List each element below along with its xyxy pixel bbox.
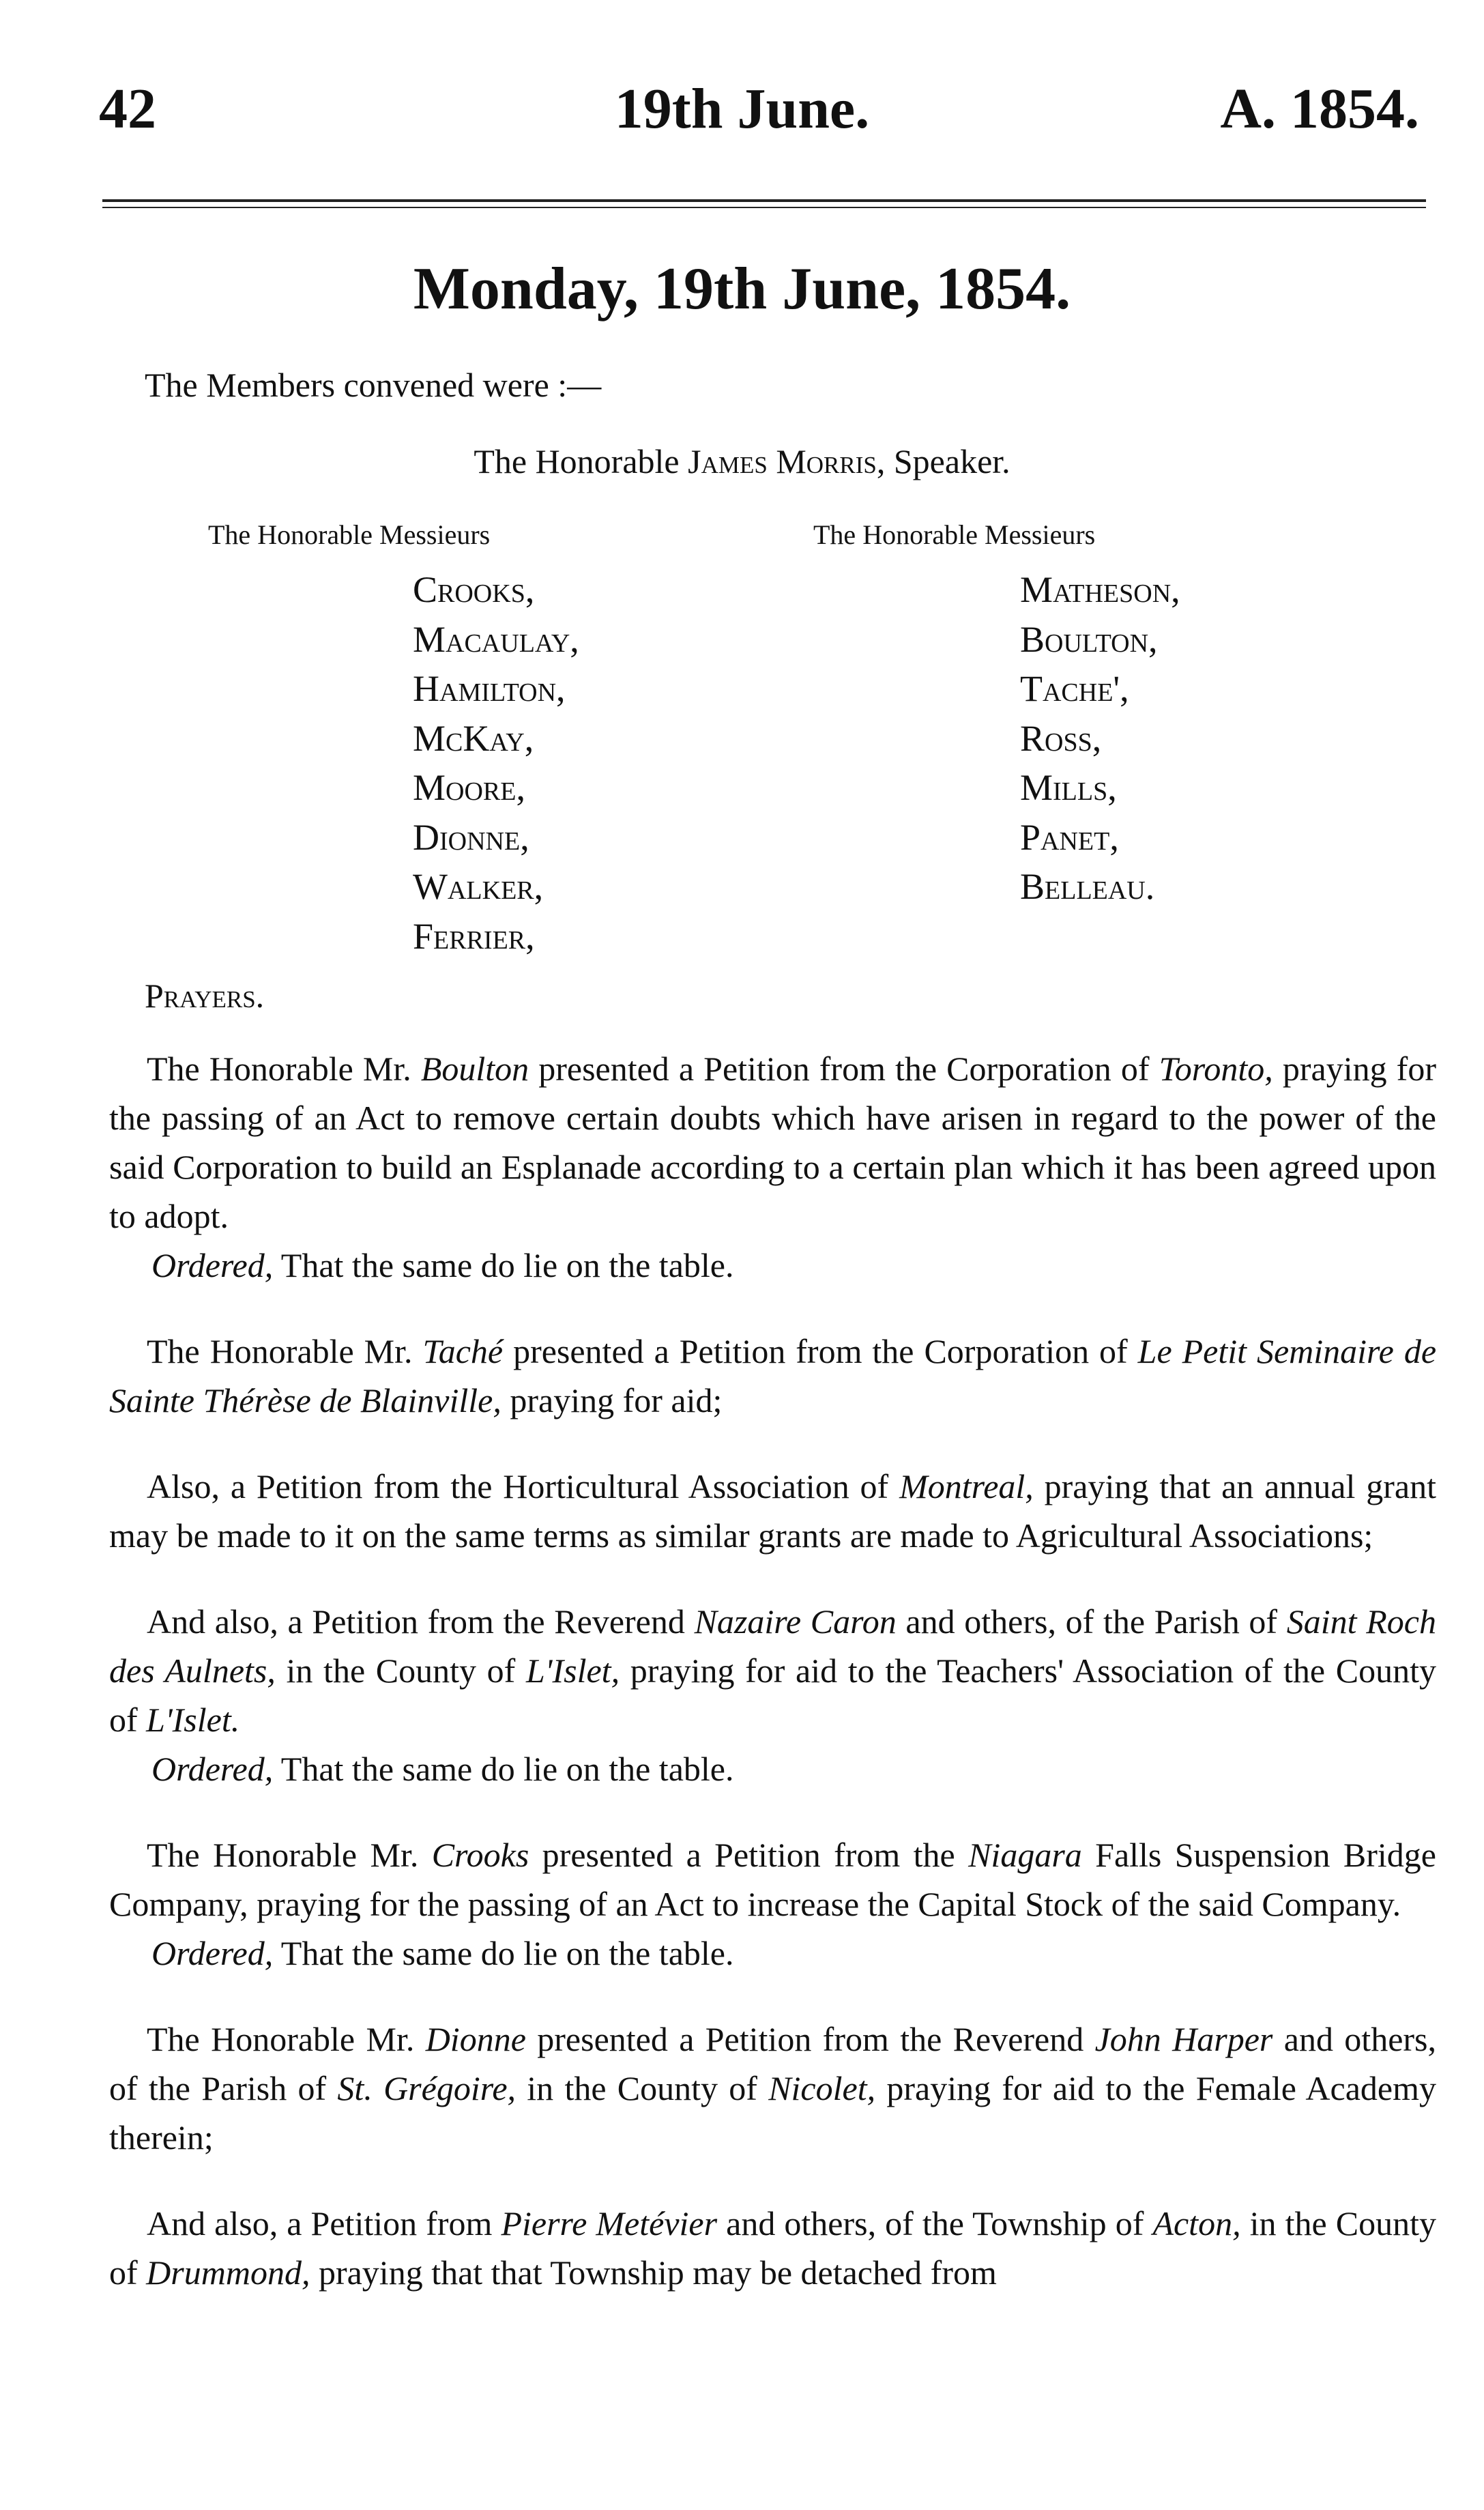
paragraph-horticultural-petition: [109, 1462, 1436, 1560]
text-run: and others, of the Township of: [717, 2204, 1153, 2242]
text-run: praying for aid;: [501, 1381, 723, 1419]
text-run: praying for the passing of an Act to remove certain doubts which have arisen in regard to the power of the said Corporation to build an Esplanade according to a certain plan which it has been agreed upon to adopt.: [109, 1050, 1436, 1235]
paragraph-dionne-petition: [109, 2015, 1436, 2162]
text-run: praying that that Township may be detached from: [310, 2253, 997, 2292]
text-run: praying that an annual grant may be made to it on the same terms as similar grants are made to Agricultural Associations;: [109, 1467, 1436, 1555]
text-run: and others, of the Parish of: [896, 1602, 1287, 1641]
text-run: And also, a Petition from: [147, 2204, 501, 2242]
speaker-name: James Morris,: [688, 442, 886, 480]
place-name-italic: L'Islet.: [146, 1701, 240, 1739]
text-run: The Honorable Mr.: [147, 2020, 426, 2058]
person-name-italic: John Harper: [1094, 2020, 1273, 2058]
place-name-italic: Acton,: [1152, 2204, 1241, 2242]
running-date: 19th June.: [614, 77, 870, 141]
member-name-italic: Dionne: [425, 2020, 526, 2058]
place-name-italic: Montreal,: [899, 1467, 1034, 1505]
paragraph-caron-petition: [109, 1597, 1436, 1744]
ordered-line: [109, 1241, 1436, 1290]
place-name-italic: St. Grégoire,: [337, 2069, 517, 2107]
right-members-list: [1020, 565, 1180, 912]
header-rule-thin: [102, 207, 1426, 208]
member-name-italic: Boulton: [420, 1050, 529, 1088]
proceedings-body: [109, 1044, 1436, 2297]
text-run: Also, a Petition from the Horticultural Association of: [147, 1467, 900, 1505]
member-name: Crooks,: [413, 569, 535, 610]
text-run: praying for aid to the Female Academy therein;: [109, 2069, 1436, 2156]
text-run: in the County of: [109, 2204, 1437, 2292]
member-name: Macaulay,: [413, 618, 579, 660]
paragraph-crooks-petition: [109, 1830, 1436, 1929]
member-name: Walker,: [413, 866, 544, 907]
member-name: Boulton,: [1020, 618, 1158, 660]
text-run: presented a Petition from the: [529, 1836, 969, 1874]
member-name-italic: Crooks: [431, 1836, 529, 1874]
paragraph-metevier-petition: [109, 2199, 1436, 2297]
members-convened-line: The Members convened were :—: [145, 366, 602, 404]
speaker-line: [0, 437, 1484, 486]
text-run: in the County of: [516, 2069, 769, 2107]
place-name-italic: L'Islet,: [525, 1651, 620, 1690]
speaker-prefix: The Honorable: [474, 442, 680, 480]
member-name: Dionne,: [413, 816, 529, 858]
text-run: praying for aid to the Teachers' Association of the County of: [109, 1651, 1436, 1739]
place-name-italic: Nicolet,: [768, 2069, 876, 2107]
person-name-italic: Pierre Metévier: [501, 2204, 718, 2242]
text-run: The Honorable Mr.: [147, 1050, 421, 1088]
text-run: The Honorable Mr.: [147, 1332, 423, 1370]
text-run: presented a Petition from the Reverend: [525, 2020, 1095, 2058]
place-name-italic: Toronto,: [1159, 1050, 1273, 1088]
member-name: Tache',: [1020, 668, 1129, 709]
member-name-italic: Taché: [422, 1332, 504, 1370]
ordered-label: Ordered,: [151, 1246, 274, 1284]
text-run: and others, of the Parish of: [109, 2020, 1436, 2107]
text-run: That the same do lie on the table.: [273, 1934, 734, 1972]
place-name-italic: Le Petit Seminaire de Sainte Thérèse de Blainville,: [109, 1332, 1437, 1419]
page-number: 42: [99, 77, 156, 141]
paragraph-tache-petition: [109, 1327, 1436, 1425]
prayers-heading: Prayers.: [145, 977, 265, 1015]
member-name: Panet,: [1020, 816, 1119, 858]
member-name: Ferrier,: [413, 915, 535, 957]
right-column-heading: The Honorable Messieurs: [813, 519, 1096, 550]
ordered-label: Ordered,: [151, 1934, 274, 1972]
session-title: Monday, 19th June, 1854.: [413, 256, 1071, 322]
running-year: A. 1854.: [1220, 77, 1419, 141]
text-run: And also, a Petition from the Reverend: [147, 1602, 695, 1641]
text-run: presented a Petition from the Corporation of: [503, 1332, 1138, 1370]
ordered-line: [109, 1929, 1436, 1978]
member-name: Ross,: [1020, 717, 1102, 759]
ordered-label: Ordered,: [151, 1750, 274, 1788]
place-name-italic: Drummond,: [146, 2253, 310, 2292]
member-name: Mills,: [1020, 767, 1117, 808]
text-run: That the same do lie on the table.: [273, 1246, 734, 1284]
ordered-line: [109, 1744, 1436, 1793]
text-run: That the same do lie on the table.: [273, 1750, 734, 1788]
speaker-role: Speaker.: [893, 442, 1010, 480]
member-name: Hamilton,: [413, 668, 566, 709]
left-members-list: [413, 565, 579, 961]
place-name-italic: Saint Roch des Aulnets,: [109, 1602, 1436, 1690]
left-column-heading: The Honorable Messieurs: [208, 519, 491, 550]
text-run: presented a Petition from the Corporation of: [529, 1050, 1159, 1088]
member-name: Belleau.: [1020, 866, 1155, 907]
text-run: The Honorable Mr.: [147, 1836, 432, 1874]
text-run: Falls Suspension Bridge Company, praying for the passing of an Act to increase the Capital Stock of the said Company.: [109, 1836, 1436, 1923]
person-name-italic: Nazaire Caron: [694, 1602, 897, 1641]
member-name: Matheson,: [1020, 569, 1180, 610]
place-name-italic: Niagara: [968, 1836, 1082, 1874]
member-name: Moore,: [413, 767, 525, 808]
text-run: in the County of: [275, 1651, 526, 1690]
header-rule-thick: [102, 199, 1426, 202]
paragraph-boulton-petition: [109, 1044, 1436, 1241]
member-name: McKay,: [413, 717, 534, 759]
